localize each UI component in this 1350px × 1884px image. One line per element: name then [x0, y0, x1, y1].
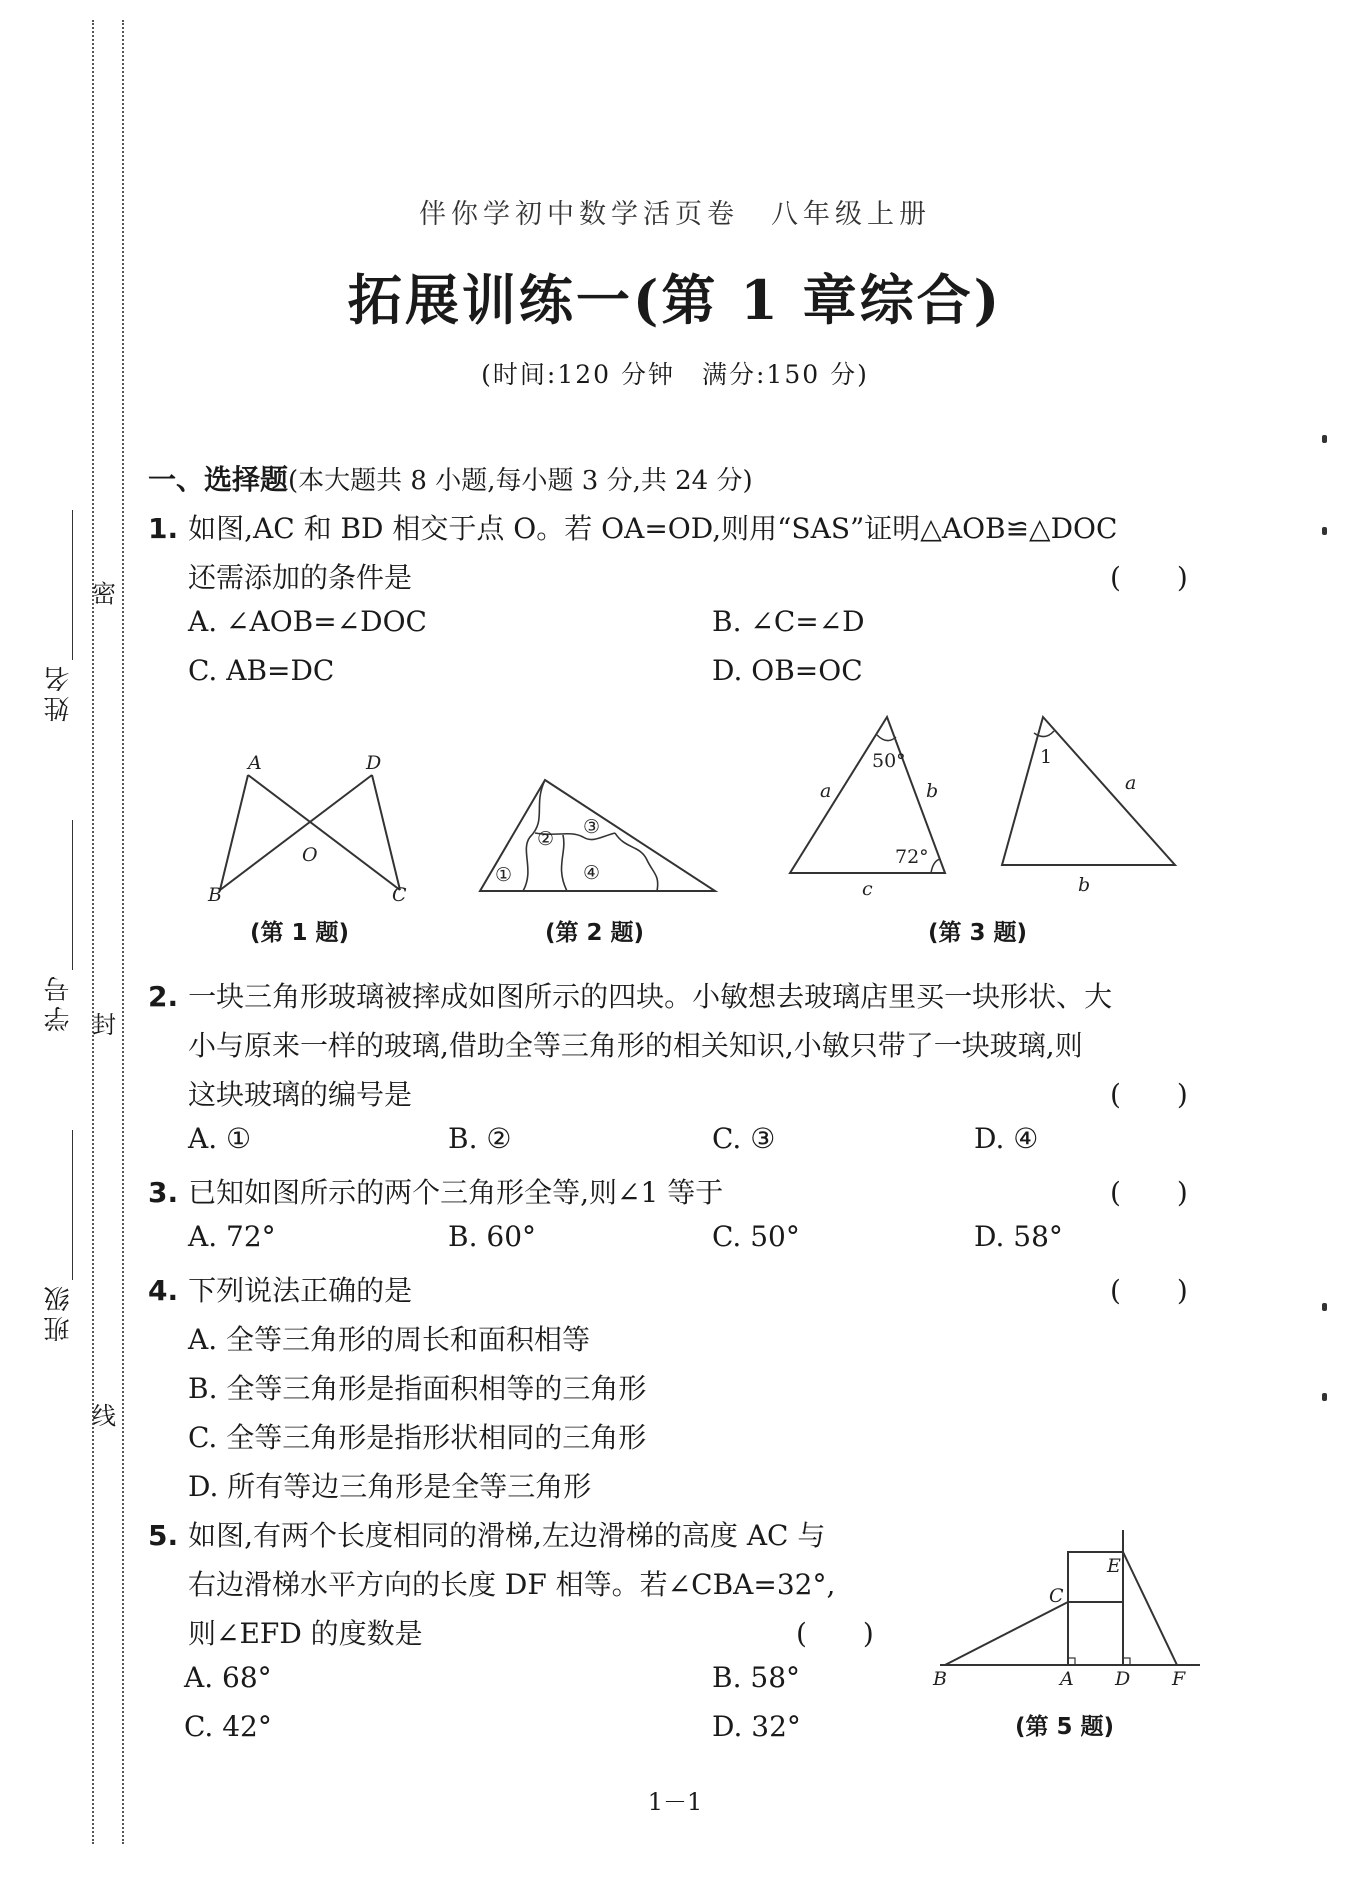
fig3-angle-72: 72° — [895, 846, 929, 868]
q1-option-d[interactable]: D. OB=OC — [712, 654, 863, 687]
q5-option-a[interactable]: A. 68° — [184, 1661, 272, 1694]
q2-answer-blank[interactable]: ( ) — [1110, 1078, 1188, 1111]
q3-text-1: 已知如图所示的两个三角形全等,则∠1 等于 — [188, 1176, 724, 1209]
student-id-blank — [72, 820, 73, 970]
fig3-side-a-right: a — [1125, 772, 1137, 794]
q2-line2: 小与原来一样的玻璃,借助全等三角形的相关知识,小敏只带了一块玻璃,则 — [188, 1029, 1083, 1062]
figure-5 — [925, 1520, 1210, 1695]
fig1-label-c: C — [392, 884, 407, 906]
q3-option-d[interactable]: D. 58° — [974, 1220, 1063, 1253]
q3-option-b[interactable]: B. 60° — [448, 1220, 537, 1253]
time-info: (时间:120 分钟 满分:150 分) — [481, 360, 869, 389]
figure-3-caption: (第 3 题) — [928, 920, 1028, 946]
q3-option-c[interactable]: C. 50° — [712, 1220, 800, 1253]
q5-answer-blank[interactable]: ( ) — [796, 1617, 874, 1650]
fig5-label-e: E — [1107, 1555, 1121, 1577]
q1-text-1: 如图,AC 和 BD 相交于点 O。若 OA=OD,则用“SAS”证明△AOB≌△DOC — [188, 512, 1118, 545]
seal-xian-char: 线 — [92, 1402, 116, 1430]
q1-line2: 还需添加的条件是 — [188, 561, 413, 594]
q5-line1 — [148, 1514, 825, 1554]
q1-answer-blank[interactable]: ( ) — [1110, 561, 1188, 594]
q4-option-d[interactable]: D. 所有等边三角形是全等三角形 — [188, 1470, 592, 1503]
q5-line2: 右边滑梯水平方向的长度 DF 相等。若∠CBA=32°, — [188, 1568, 836, 1601]
section-heading-title: 一、选择题 — [148, 463, 289, 496]
q2-line3: 这块玻璃的编号是 — [188, 1078, 413, 1111]
figure-3 — [780, 705, 1190, 905]
q2-option-c[interactable]: C. ③ — [712, 1122, 776, 1155]
q2-option-d[interactable]: D. ④ — [974, 1122, 1039, 1155]
fig3-angle-50: 50° — [872, 750, 906, 772]
q4-option-a[interactable]: A. 全等三角形的周长和面积相等 — [188, 1323, 591, 1356]
q2-text-1: 一块三角形玻璃被摔成如图所示的四块。小敏想去玻璃店里买一块形状、大 — [188, 980, 1113, 1013]
q1-option-a[interactable]: A. ∠AOB=∠DOC — [188, 605, 427, 638]
scan-speck — [1322, 1393, 1327, 1401]
section-heading-note: (本大题共 8 小题,每小题 3 分,共 24 分) — [288, 466, 753, 496]
fig5-label-f: F — [1172, 1668, 1186, 1690]
q3-line1 — [148, 1171, 723, 1211]
class-blank — [72, 1130, 73, 1280]
q2-line1 — [148, 975, 1112, 1015]
class-label: 班级 — [44, 1282, 74, 1342]
q2-number: 2. — [148, 980, 179, 1013]
page-number: 1－1 — [647, 1788, 703, 1816]
q1-option-c[interactable]: C. AB=DC — [188, 654, 335, 687]
q5-text-1: 如图,有两个长度相同的滑梯,左边滑梯的高度 AC 与 — [188, 1519, 826, 1552]
page-title: 拓展训练一(第 1 章综合) — [347, 268, 1003, 332]
q3-option-a[interactable]: A. 72° — [188, 1220, 276, 1253]
q4-line1 — [148, 1269, 412, 1309]
figure-1 — [200, 745, 420, 905]
fig2-piece-3: ③ — [583, 816, 601, 838]
fig1-label-o: O — [302, 844, 318, 866]
fig5-label-c: C — [1049, 1585, 1064, 1607]
figure-5-caption: (第 5 题) — [1015, 1714, 1115, 1740]
q4-option-c[interactable]: C. 全等三角形是指形状相同的三角形 — [188, 1421, 647, 1454]
q5-line3: 则∠EFD 的度数是 — [188, 1617, 423, 1650]
seal-feng-char: 封 — [92, 1011, 116, 1039]
q2-option-a[interactable]: A. ① — [188, 1122, 252, 1155]
q5-option-d[interactable]: D. 32° — [712, 1710, 801, 1743]
seal-mi-char: 密 — [92, 580, 116, 608]
fig3-side-b-right: b — [1078, 874, 1091, 896]
fig2-piece-4: ④ — [583, 862, 601, 884]
scan-speck — [1322, 1303, 1327, 1311]
q4-number: 4. — [148, 1274, 179, 1307]
q5-option-b[interactable]: B. 58° — [712, 1661, 801, 1694]
figure-1-caption: (第 1 题) — [250, 920, 350, 946]
scan-speck — [1322, 435, 1327, 443]
q5-option-c[interactable]: C. 42° — [184, 1710, 272, 1743]
book-subtitle: 伴你学初中数学活页卷 八年级上册 — [419, 199, 931, 230]
name-label: 姓名 — [44, 662, 74, 722]
fig5-label-d: D — [1115, 1668, 1131, 1690]
fig1-label-d: D — [366, 752, 382, 774]
name-blank — [72, 510, 73, 660]
fig3-side-c: c — [862, 878, 873, 900]
fig5-label-b: B — [933, 1668, 947, 1690]
q1-option-b[interactable]: B. ∠C=∠D — [712, 605, 865, 638]
fig1-label-b: B — [208, 884, 222, 906]
q1-number: 1. — [148, 512, 179, 545]
q5-number: 5. — [148, 1519, 179, 1552]
fig5-label-a: A — [1060, 1668, 1074, 1690]
fig3-side-a-left: a — [820, 780, 832, 802]
q3-answer-blank[interactable]: ( ) — [1110, 1176, 1188, 1209]
q1-line1 — [148, 507, 1117, 547]
q4-text-1: 下列说法正确的是 — [188, 1274, 413, 1307]
figure-2-caption: (第 2 题) — [545, 920, 645, 946]
fig2-piece-2: ② — [537, 828, 555, 850]
student-id-label: 学号 — [44, 972, 74, 1032]
section-heading — [148, 458, 753, 498]
q2-option-b[interactable]: B. ② — [448, 1122, 512, 1155]
scan-speck — [1322, 527, 1327, 535]
figure-2 — [475, 775, 725, 895]
fig3-side-b-left: b — [926, 780, 939, 802]
q4-answer-blank[interactable]: ( ) — [1110, 1274, 1188, 1307]
fig1-label-a: A — [248, 752, 262, 774]
q3-number: 3. — [148, 1176, 179, 1209]
fig2-piece-1: ① — [495, 864, 513, 886]
q4-option-b[interactable]: B. 全等三角形是指面积相等的三角形 — [188, 1372, 647, 1405]
fig3-angle-1: 1 — [1040, 746, 1053, 768]
